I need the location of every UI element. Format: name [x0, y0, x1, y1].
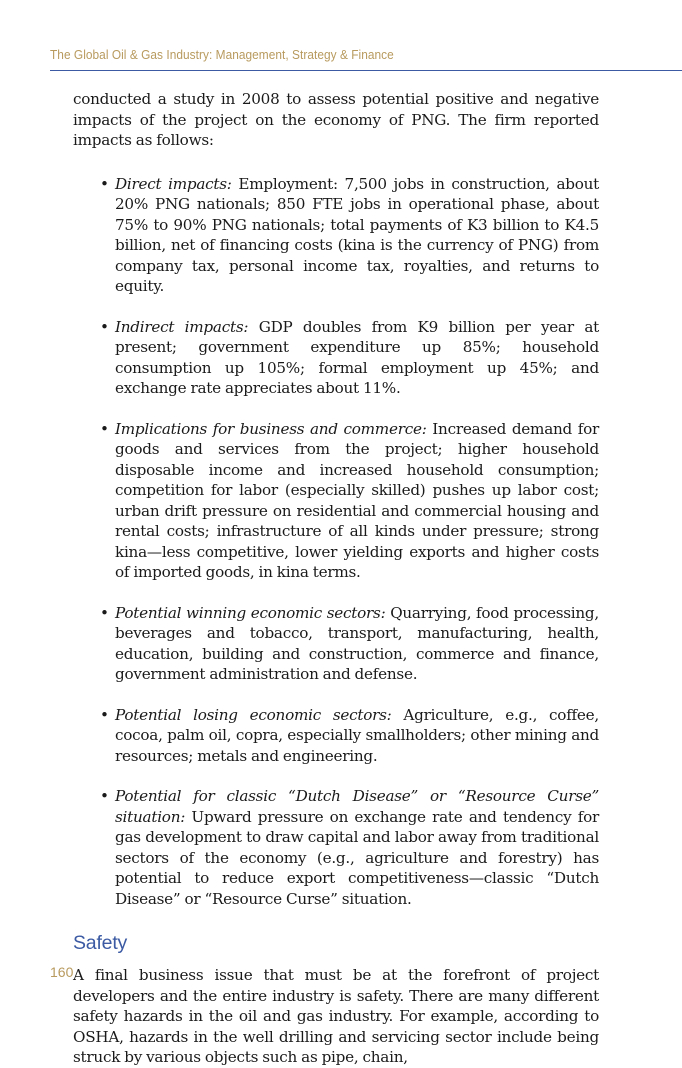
intro-paragraph: conducted a study in 2008 to assess potential positive and negative impacts of the project on the economy of PNG. The firm reported impacts as follows: [73, 90, 599, 149]
bullet-text: Employment: 7,500 jobs in construction, about 20% PNG nationals; 850 FTE jobs in operational phase, about 75% to 90% PNG nationals; total payments of K3 billion to K4.5 billion, net of financing costs (kina is the currency of PNG) from company tax, personal income tax, royalties, and returns to equity. [115, 174, 600, 295]
list-item [73, 174, 599, 297]
bullet-text: GDP doubles from K9 billion per year at present; government expenditure up 85%; household consumption up 105%; formal employment up 45%; and exchange rate appreciates about 11%. [115, 317, 599, 397]
list-item [73, 603, 599, 685]
bullet-text: Increased demand for goods and services from the project; higher household disposable income and increased household consumption; competition for labor (especially skilled) pushes up labor cost; urban drift pressure on residential and commercial housing and rental costs; infrastructure of all kinds under pressure; strong kina—less competitive, lower yielding exports and higher costs of imported goods, in kina terms. [115, 419, 599, 581]
bullet-text: Agriculture, e.g., coffee, cocoa, palm oil, copra, especially smallholders; other mining and resources; metals and engineering. [115, 705, 599, 765]
bullet-marker: • [100, 419, 109, 438]
page-number: 160 [50, 964, 74, 980]
section-heading: Safety [73, 932, 128, 954]
bullet-lead: Direct impacts: [115, 174, 232, 193]
page-content [73, 89, 599, 1068]
header-rule [50, 70, 682, 71]
list-item [73, 786, 599, 909]
bullet-lead: Indirect impacts: [115, 317, 249, 336]
bullet-marker: • [100, 787, 109, 805]
running-header: The Global Oil & Gas Industry: Management, Strategy & Finance [50, 47, 394, 62]
section-paragraph: A final business issue that must be at the forefront of project developers and the entire industry is safety. There are many different safety hazards in the oil and gas industry. For example, according to OSHA, hazards in the well drilling and servicing sector include being struck by various objects such as pipe, chain, [73, 966, 599, 1066]
bullet-marker: • [100, 317, 109, 336]
bullet-marker: • [100, 705, 109, 724]
bullet-lead: Potential winning economic sectors: [115, 603, 386, 622]
list-item [73, 705, 599, 767]
bullet-lead: Implications for business and commerce: [115, 419, 427, 438]
bullet-text: Quarrying, food processing, beverages and tobacco, transport, manufacturing, health, education, building and construction, commerce and finance, government administration and defense. [115, 603, 599, 683]
bullet-lead: Potential for classic “Dutch Disease” or “Resource Curse” situation: [115, 787, 599, 826]
bullet-text: Upward pressure on exchange rate and tendency for gas development to draw capital and labor away from traditional sectors of the economy (e.g., agriculture and forestry) has potential to reduce export competitiveness—classic “Dutch Disease” or “Resource Curse” situation. [115, 807, 599, 908]
bullet-marker: • [100, 174, 109, 193]
bullet-marker: • [100, 603, 109, 622]
list-item [73, 419, 599, 583]
impacts-list [73, 174, 599, 910]
list-item [73, 317, 599, 399]
bullet-lead: Potential losing economic sectors: [115, 705, 392, 724]
